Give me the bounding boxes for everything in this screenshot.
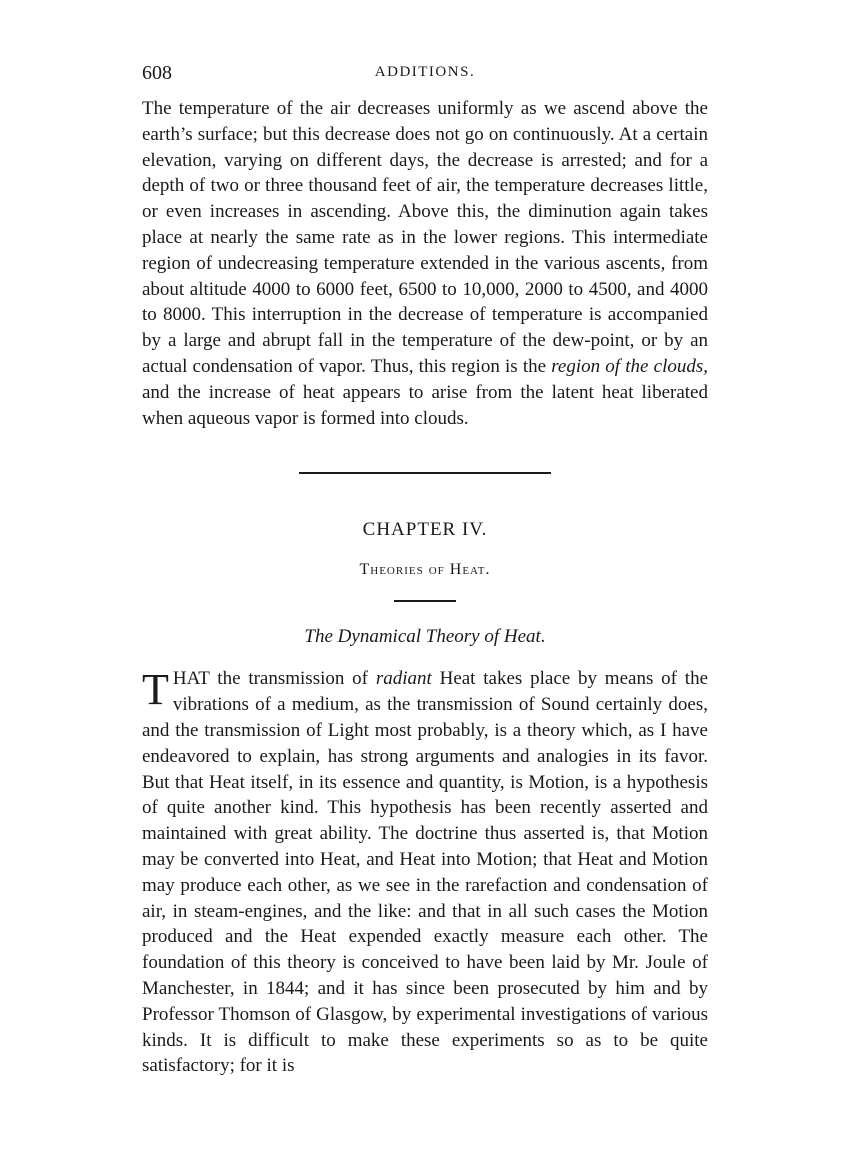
paragraph-dynamical-body: Heat takes place by means of the vibrations of a medium, as the transmission of Sound certainly does, and the transmission of Light most probably, is a theory which, as I have endeavored to explain, has strong arguments and analogies in its favor. But that Heat itself, in its essence and quantity, is Motion, is a hypothesis of quite another kind. This hypothesis has been recently asserted and maintained with great ability. The doctrine thus asserted is, that Motion may be converted into Heat, and Heat into Motion; that Heat and Motion may produce each other, as we see in the rarefaction and condensation of air, in steam-engines, and the like: and that in all such cases the Motion produced and the Heat expended exactly measure each other. The foundation of this theory is conceived to have been laid by Mr. Joule of Manchester, in 1844; and it has since been prosecuted by him and by Professor Thomson of Glasgow, by experimental investigations of various kinds. It is difficult to make these experiments so as to be quite satisfactory; for it is [142, 668, 709, 1077]
book-page [142, 58, 708, 1079]
paragraph-atmosphere-emphasis: region of the clouds, [551, 355, 708, 377]
section-title: The Dynamical Theory of Heat. [304, 626, 546, 648]
section-divider-short [394, 600, 456, 602]
chapter-title: CHAPTER IV. [362, 519, 488, 541]
drop-cap: T [142, 665, 169, 715]
paragraph-atmosphere-text-2: and the increase of heat appears to arise from the latent heat liberated when aqueous vapor is formed into clouds. [142, 381, 708, 429]
running-title: ADDITIONS. [374, 64, 476, 80]
page-number: 608 [142, 62, 172, 84]
paragraph-atmosphere-text-1: The temperature of the air decreases uniformly as we ascend above the earth’s surface; but this decrease does not go on continuously. At a certain elevation, varying on different days, the decrease is arrested; and for a depth of two or three thousand feet of air, the temperature decreases little, or even increases in ascending. Above this, the diminution again takes place at nearly the same rate as in the lower regions. This intermediate region of undecreasing temperature extended in the various ascents, from about altitude 4000 to 6000 feet, 6500 to 10,000, 2000 to 4500, and 4000 to 8000. This interruption in the decrease of temperature is accompanied by a large and abrupt fall in the temperature of the dew-point, or by an actual condensation of vapor. Thus, this region is the [142, 98, 708, 377]
paragraph-dynamical-emphasis: radiant [375, 668, 432, 690]
chapter-subtitle: Theories of Heat. [359, 561, 491, 579]
paragraph-atmosphere [142, 96, 708, 431]
paragraph-dynamical-lead: HAT the transmission of [172, 668, 369, 690]
running-head [142, 58, 708, 88]
paragraph-dynamical-theory [142, 666, 708, 1079]
section-divider-long [299, 472, 551, 474]
